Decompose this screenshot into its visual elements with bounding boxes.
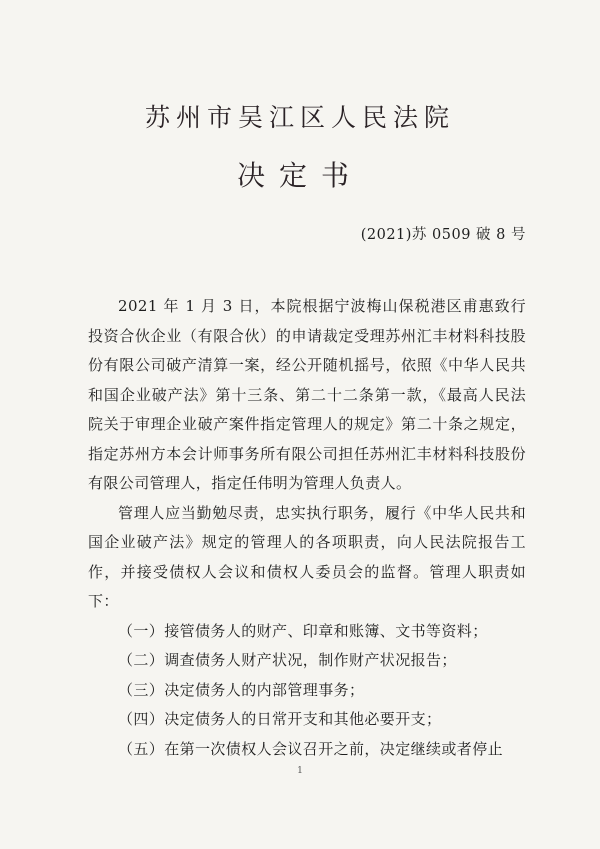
duty-item: （一）接管债务人的财产、印章和账簿、文书等资料；	[118, 621, 488, 640]
court-name: 苏州市吴江区人民法院	[144, 103, 455, 132]
paragraph-appointment: 2021 年 1 月 3 日，本院根据宁波梅山保税港区甫惠致行投资合伙企业（有限合伙）的申请裁定受理苏州汇丰材料科技股份有限公司破产清算一案，经公开随机摇号，依照《中华人民共和国企业破产法》第十三条、第二十二条第一款，《最高人民法院关于审理企业破产案件指定管理人的规定》第二十条之规定，指定苏州方本会计师事务所有限公司担任苏州汇丰材料科技股份有限公司管理人，指定任伟明为管理人负责人。	[88, 297, 526, 492]
case-number: (2021)苏 0509 破 8 号	[360, 227, 526, 243]
paragraph-duties-intro: 管理人应当勤勉尽责，忠实执行职务，履行《中华人民共和国企业破产法》规定的管理人的各项职责，向人民法院报告工作，并接受债权人会议和债权人委员会的监督。管理人职责如下：	[88, 503, 526, 610]
duty-item: （二）调查债务人财产状况，制作财产状况报告；	[118, 651, 457, 669]
duty-item: （三）决定债务人的内部管理事务；	[118, 680, 365, 699]
page-number: 1	[297, 766, 303, 776]
document-title: 决定书	[236, 159, 363, 192]
duty-item: （五）在第一次债权人会议召开之前，决定继续或者停止	[118, 739, 504, 758]
duty-item: （四）决定债务人的日常开支和其他必要开支；	[118, 710, 442, 728]
duties-list	[88, 617, 526, 765]
document-body	[88, 292, 526, 764]
